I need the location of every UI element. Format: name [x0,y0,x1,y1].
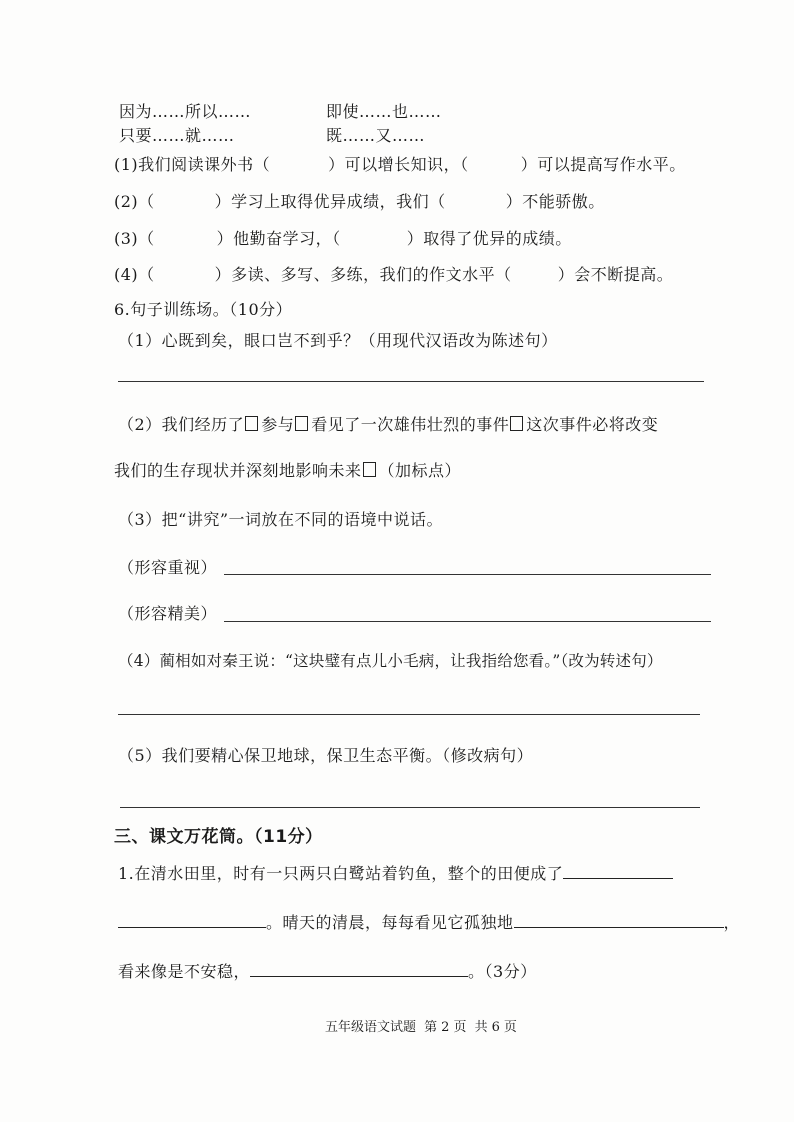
fill-question-1: (1)我们阅读课外书（ ）可以增长知识，（ ）可以提高写作水平。 [114,155,686,174]
sentence-3a-label: （形容重视） [118,558,218,577]
punctuation-box[interactable] [363,462,376,477]
page-number: 2 [441,1020,450,1035]
punctuation-box[interactable] [295,416,308,431]
sentence-2-continuation: 我们的生存现状并深刻地影响未来 （加标点） [114,461,462,480]
fill-question-3: (3)（ ）他勤奋学习，（ ）取得了优异的成绩。 [114,229,572,248]
answer-line-4[interactable] [118,714,700,715]
conjunction-pair-3: 只要……就…… [119,126,235,145]
page-footer: 五年级语文试题 第 2 页 共 6 页 [325,1020,517,1035]
conjunction-pair-4: 既……又…… [326,126,426,145]
section-3-title: 三、课文万花筒。（11分） [114,827,323,847]
recall-question-1-line-2: 。晴天的清晨，每每看见它孤独地 ， [118,911,740,933]
sentence-5-prompt: （5）我们要精心保卫地球，保卫生态平衡。（修改病句） [118,746,534,765]
conjunction-pair-2: 即使……也…… [326,102,442,121]
section-6-title: 6.句子训练场。（10分） [114,300,293,319]
fill-question-2: (2)（ ）学习上取得优异成绩，我们（ ）不能骄傲。 [114,192,605,211]
recall-blank-1[interactable] [563,862,673,879]
sentence-3b-label: （形容精美） [118,604,218,623]
recall-blank-1-continued[interactable] [118,911,266,928]
sentence-1-prompt: （1）心既到矣，眼口岂不到乎？（用现代汉语改为陈述句） [118,331,558,350]
sentence-2-prompt: （2）我们经历了 参与 看见了一次雄伟壮烈的事件 这次事件必将改变 [118,415,659,434]
sentence-4-prompt: （4）蔺相如对秦王说：“这块璧有点儿小毛病，让我指给您看。”（改为转述句） [118,652,663,670]
conjunction-pair-1: 因为……所以…… [119,102,252,121]
sentence-3-prompt: （3）把“讲究”一词放在不同的语境中说话。 [118,510,444,529]
answer-line-5[interactable] [120,807,700,808]
answer-line-3b[interactable] [224,621,711,622]
punctuation-box[interactable] [245,416,258,431]
recall-question-1-line-3: 看来像是不安稳， 。（3分） [118,962,537,981]
recall-blank-3[interactable] [250,960,468,977]
answer-line-3a[interactable] [224,574,711,575]
recall-question-1-line-1: 1.在清水田里，时有一只两只白鹭站着钓鱼，整个的田便成了 [118,862,673,884]
punctuation-box[interactable] [510,416,523,431]
total-pages: 6 [491,1020,500,1035]
recall-blank-2[interactable] [514,911,724,928]
answer-line-1[interactable] [118,381,704,382]
fill-question-4: (4)（ ）多读、多写、多练，我们的作文水平（ ）会不断提高。 [114,265,674,284]
